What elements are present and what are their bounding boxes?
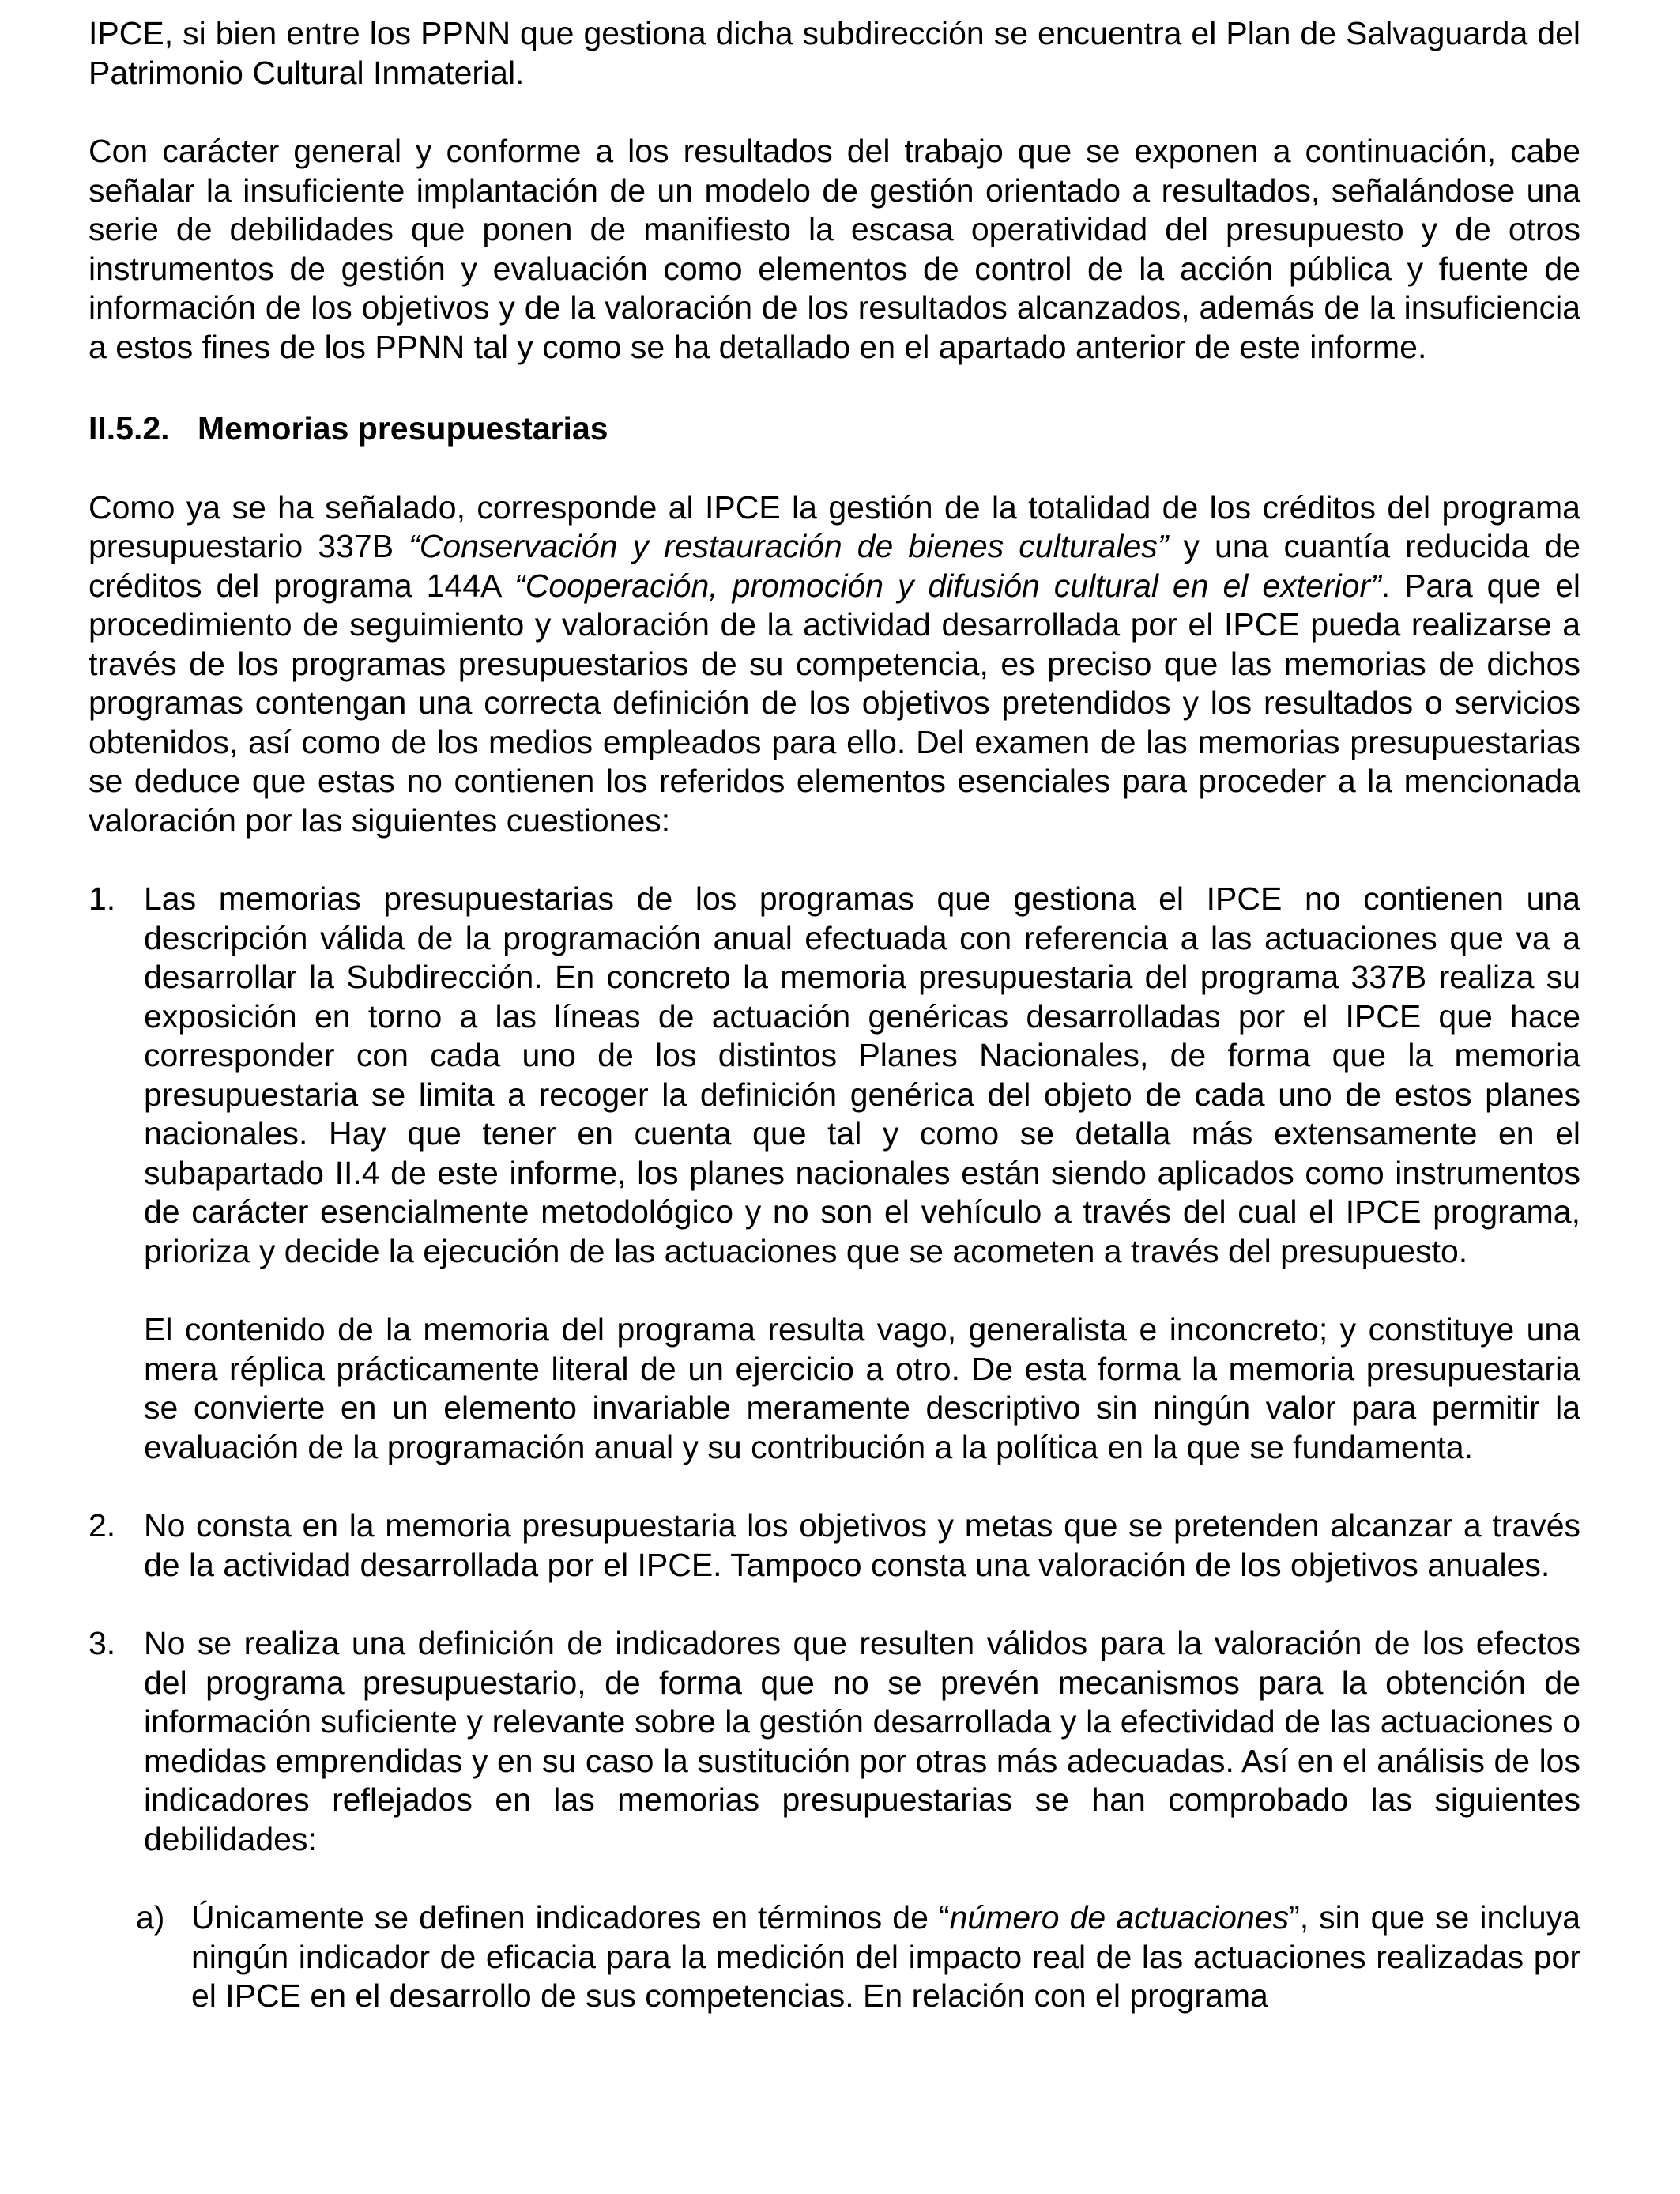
- paragraph-text: Como ya se ha señalado, corresponde al IPCE la gestión de la totalidad de los créditos del programa presupuestario 337B: [89, 488, 1580, 564]
- paragraph-text: y una cuantía reducida de créditos del programa 144A: [89, 528, 1580, 604]
- list-item: [89, 1506, 1580, 1585]
- sublist-item-text: [191, 1898, 1580, 2016]
- page-content: [89, 14, 1580, 2016]
- list-item: [89, 880, 1580, 1467]
- list-marker: 3.: [89, 1625, 116, 1661]
- list-marker: 1.: [89, 880, 116, 917]
- sublist-text: Únicamente se definen indicadores en términos de “: [191, 1899, 950, 1936]
- program-337b-title: “Conservación y restauración de bienes culturales”: [409, 528, 1169, 564]
- section-heading: [89, 409, 1580, 449]
- paragraph-general-assessment: Con carácter general y conforme a los resultados del trabajo que se exponen a continuación, cabe señalar la insuficiente implantación de un modelo de gestión orientado a resultados, señalándose una serie de debilidades que ponen de manifiesto la escasa operatividad del presupuesto y de otros instrumentos de gestión y evaluación como elementos de control de la acción pública y fuente de información de los objetivos y de la valoración de los resultados alcanzados, además de la insuficiencia a estos fines de los PPNN tal y como se ha detallado en el apartado anterior de este informe.: [89, 133, 1580, 365]
- paragraph-text: . Para que el procedimiento de seguimiento y valoración de la actividad desarrollada por el IPCE pueda realizarse a través de los programas presupuestarios de su competencia, es preciso que las memorias de dichos programas contengan una correcta definición de los objetivos pretendidos y los resultados o servicios obtenidos, así como de los medios empleados para ello. Del examen de las memorias presupuestarias se deduce que estas no contienen los referidos elementos esenciales para proceder a la mencionada valoración por las siguientes cuestiones:: [89, 567, 1580, 839]
- sublist-marker: a): [136, 1899, 165, 1936]
- list-item-text: No se realiza una definición de indicadores que resulten válidos para la valoración de los efectos del programa presupuestario, de forma que no se prevén mecanismos para la obtención de información suficiente y relevante sobre la gestión desarrollada y la efectividad de las actuaciones o medidas emprendidas y en su caso la sustitución por otras más adecuadas. Así en el análisis de los indicadores reflejados en las memorias presupuestarias se han comprobado las siguientes debilidades:: [144, 1625, 1580, 1857]
- paragraph-ipce-intro: IPCE, si bien entre los PPNN que gestiona dicha subdirección se encuentra el Plan de Salvaguarda del Patrimonio Cultural Inmaterial.: [89, 15, 1580, 91]
- sublist-text: ”, sin que se incluya ningún indicador de eficacia para la medición del impacto real de las actuaciones realizadas por el IPCE en el desarrollo de sus competencias. En relación con el programa: [191, 1899, 1580, 2014]
- section-number: II.5.2.: [89, 410, 170, 447]
- sublist-italic-text: número de actuaciones: [949, 1899, 1290, 1936]
- paragraph-budget-memories: [89, 488, 1580, 841]
- program-144a-title: “Cooperación, promoción y difusión cultural en el exterior”: [514, 567, 1381, 604]
- list-item-text: Las memorias presupuestarias de los programas que gestiona el IPCE no contienen una descripción válida de la programación anual efectuada con referencia a las actuaciones que va a desarrollar la Subdirección. En concreto la memoria presupuestaria del programa 337B realiza su exposición en torno a las líneas de actuación genéricas desarrolladas por el IPCE que hace corresponder con cada uno de los distintos Planes Nacionales, de forma que la memoria presupuestaria se limita a recoger la definición genérica del objeto de cada uno de estos planes nacionales. Hay que tener en cuenta que tal y como se detalla más extensamente en el subapartado II.4 de este informe, los planes nacionales están siendo aplicados como instrumentos de carácter esencialmente metodológico y no son el vehículo a través del cual el IPCE programa, prioriza y decide la ejecución de las actuaciones que se acometen a través del presupuesto.: [144, 880, 1580, 1269]
- list-item: [89, 1624, 1580, 1859]
- section-title: Memorias presupuestarias: [198, 410, 608, 447]
- list-marker: 2.: [89, 1507, 116, 1544]
- sublist-item: [136, 1898, 1580, 2016]
- list-item-text-continued: El contenido de la memoria del programa resulta vago, generalista e inconcreto; y constituye una mera réplica prácticamente literal de un ejercicio a otro. De esta forma la memoria presupuestaria se convierte en un elemento invariable meramente descriptivo sin ningún valor para permitir la evaluación de la programación anual y su contribución a la política en la que se fundamenta.: [144, 1311, 1580, 1465]
- list-item-text: No consta en la memoria presupuestaria los objetivos y metas que se pretenden alcanzar a través de la actividad desarrollada por el IPCE. Tampoco consta una valoración de los objetivos anuales.: [144, 1507, 1580, 1583]
